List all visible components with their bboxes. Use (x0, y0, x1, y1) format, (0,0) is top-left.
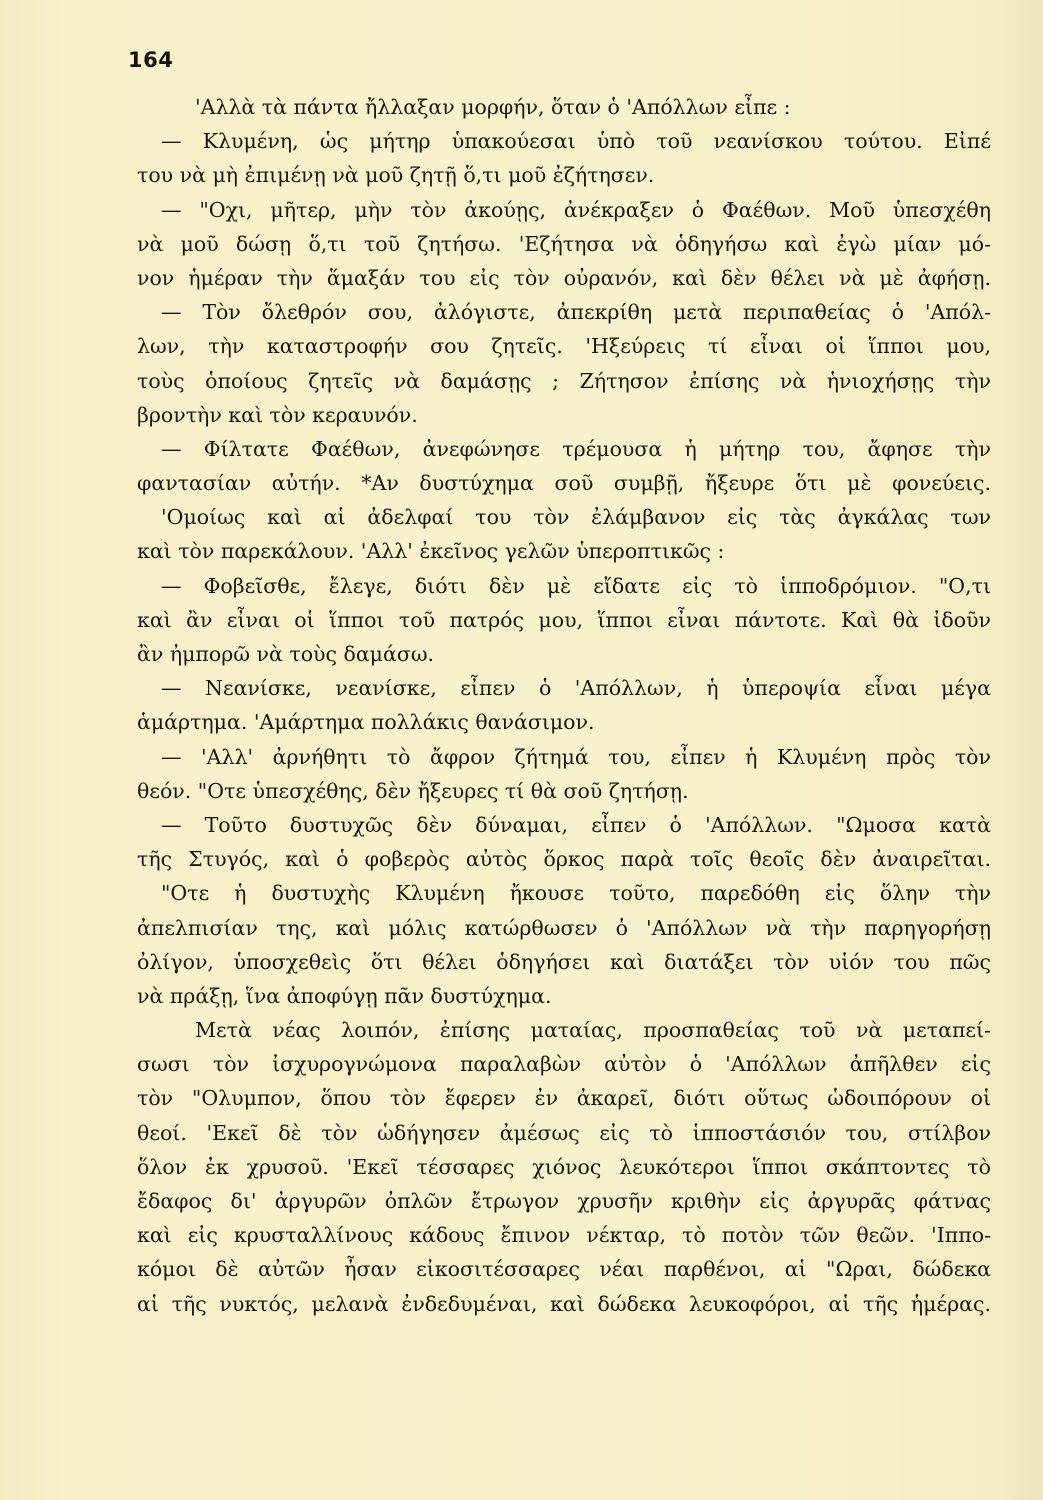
text-line: σωσι τὸν ἰσχυρογνώμονα παραλαβὼν αὐτὸν ὁ 'Απόλλων ἀπῆλθεν εἰς (137, 1052, 991, 1077)
text-line: — Τὸν ὄλεθρόν σου, ἀλόγιστε, ἀπεκρίθη μετὰ περιπαθείας ὁ 'Απόλ- (161, 300, 991, 325)
text-line: νὰ μοῦ δώσῃ ὅ,τι τοῦ ζητήσω. 'Εζήτησα νὰ ὁδηγήσω καὶ ἐγὼ μίαν μό- (137, 231, 991, 256)
text-line: θεόν. "Οτε ὑπεσχέθης, δὲν ἤξευρες τί θὰ σοῦ ζητήσῃ. (137, 778, 689, 803)
text-line: ὅλον ἐκ χρυσοῦ. 'Εκεῖ τέσσαρες χιόνος λευκότεροι ἵπποι σκάπτοντες τὸ (137, 1154, 991, 1179)
text-line: ἁμάρτημα. 'Αμάρτημα πολλάκις θανάσιμον. (137, 710, 595, 735)
text-line: — Φοβεῖσθε, ἔλεγε, διότι δὲν μὲ εἴδατε εἰς τὸ ἱπποδρόμιον. "Ο,τι (161, 573, 991, 598)
text-line: τῆς Στυγός, καὶ ὁ φοβερὸς αὐτὸς ὅρκος παρὰ τοῖς θεοῖς δὲν ἀναιρεῖται. (137, 847, 991, 872)
text-line: 'Αλλὰ τὰ πάντα ἤλλαξαν μορφήν, ὅταν ὁ 'Απόλλων εἶπε : (195, 95, 791, 119)
text-line: ἀπελπισίαν της, καὶ μόλις κατώρθωσεν ὁ 'Απόλλων νὰ τὴν παρηγορήσῃ (137, 915, 991, 940)
text-line: — 'Αλλ' ἀρνήθητι τὸ ἄφρον ζήτημά του, εἶπεν ἡ Κλυμένη πρὸς τὸν (161, 744, 991, 769)
text-line: αἱ τῆς νυκτός, μελανὰ ἐνδεδυμέναι, καὶ δώδεκα λευκοφόροι, αἱ τῆς ἡμέρας. (137, 1291, 991, 1316)
text-line: καὶ ἂν εἶναι οἱ ἵπποι τοῦ πατρός μου, ἵπποι εἶναι πάντοτε. Καὶ θὰ ἰδοῦν (137, 607, 991, 632)
text-line: — Τοῦτο δυστυχῶς δὲν δύναμαι, εἶπεν ὁ 'Απόλλων. "Ωμοσα κατὰ (161, 812, 991, 837)
text-line: θεοί. 'Εκεῖ δὲ τὸν ὡδήγησεν ἀμέσως εἰς τὸ ἱπποστάσιόν του, στίλβον (137, 1120, 991, 1145)
text-line: λων, τὴν καταστροφήν σου ζητεῖς. 'Ηξεύρεις τί εἶναι οἱ ἵπποι μου, (137, 334, 991, 359)
page-gutter-shadow (995, 0, 1043, 1500)
text-line: του νὰ μὴ ἐπιμένῃ νὰ μοῦ ζητῇ ὅ,τι μοῦ ἐζήτησεν. (137, 163, 655, 188)
text-line: — Κλυμένη, ὡς μήτηρ ὑπακούεσαι ὑπὸ τοῦ νεανίσκου τούτου. Εἰπέ (161, 129, 991, 154)
page-number: 164 (128, 48, 174, 72)
text-line: 'Ομοίως καὶ αἱ ἀδελφαί του τὸν ἐλάμβανον εἰς τὰς ἀγκάλας των (161, 505, 991, 530)
text-line: φαντασίαν αὐτήν. *Αν δυστύχημα σοῦ συμβῇ, ἤξευρε ὅτι μὲ φονεύεις. (137, 471, 991, 496)
text-line: κόμοι δὲ αὐτῶν ἦσαν εἰκοσιτέσσαρες νέαι παρθένοι, αἱ "Ωραι, δώδεκα (137, 1257, 991, 1282)
text-line: τὸν "Ολυμπον, ὅπου τὸν ἔφερεν ἐν ἀκαρεῖ, διότι οὕτως ὡδοιπόρουν οἱ (137, 1086, 991, 1111)
text-line: νον ἡμέραν τὴν ἅμαξάν του εἰς τὸν οὐρανόν, καὶ δὲν θέλει νὰ μὲ ἀφήσῃ. (137, 265, 991, 290)
body-text (137, 90, 991, 1321)
text-line: ὀλίγον, ὑποσχεθεὶς ὅτι θέλει ὁδηγήσει καὶ διατάξει τὸν υἱόν του πῶς (137, 949, 991, 974)
text-line: ἂν ἠμπορῶ νὰ τοὺς δαμάσω. (137, 642, 435, 666)
text-line: ἔδαφος δι' ἀργυρῶν ὀπλῶν ἔτρωγον χρυσῆν κριθὴν εἰς ἀργυρᾶς φάτνας (137, 1189, 991, 1213)
text-line: Μετὰ νέας λοιπόν, ἐπίσης ματαίας, προσπαθείας τοῦ νὰ μεταπεί- (195, 1018, 991, 1043)
text-line: — Νεανίσκε, νεανίσκε, εἶπεν ὁ 'Απόλλων, ἡ ὑπεροψία εἶναι μέγα (161, 676, 991, 701)
text-line: — Φίλτατε Φαέθων, ἀνεφώνησε τρέμουσα ἡ μήτηρ του, ἄφησε τὴν (161, 436, 991, 461)
text-line: καὶ εἰς κρυσταλλίνους κάδους ἔπινον νέκταρ, τὸ ποτὸν τῶν θεῶν. 'Ιππο- (137, 1223, 991, 1248)
text-line: τοὺς ὁποίους ζητεῖς νὰ δαμάσῃς ; Ζήτησον ἐπίσης νὰ ἡνιοχήσῃς τὴν (137, 368, 991, 393)
text-line: "Οτε ἡ δυστυχὴς Κλυμένη ἤκουσε τοῦτο, παρεδόθη εἰς ὅλην τὴν (161, 881, 991, 906)
text-line: βροντὴν καὶ τὸν κεραυνόν. (137, 402, 418, 427)
text-line: — "Οχι, μῆτερ, μὴν τὸν ἀκούῃς, ἀνέκραξεν ὁ Φαέθων. Μοῦ ὑπεσχέθη (161, 197, 991, 222)
text-line: καὶ τὸν παρεκάλουν. 'Αλλ' ἐκεῖνος γελῶν ὑπεροπτικῶς : (137, 539, 725, 564)
text-line: νὰ πράξῃ, ἵνα ἀποφύγῃ πᾶν δυστύχημα. (137, 983, 552, 1008)
